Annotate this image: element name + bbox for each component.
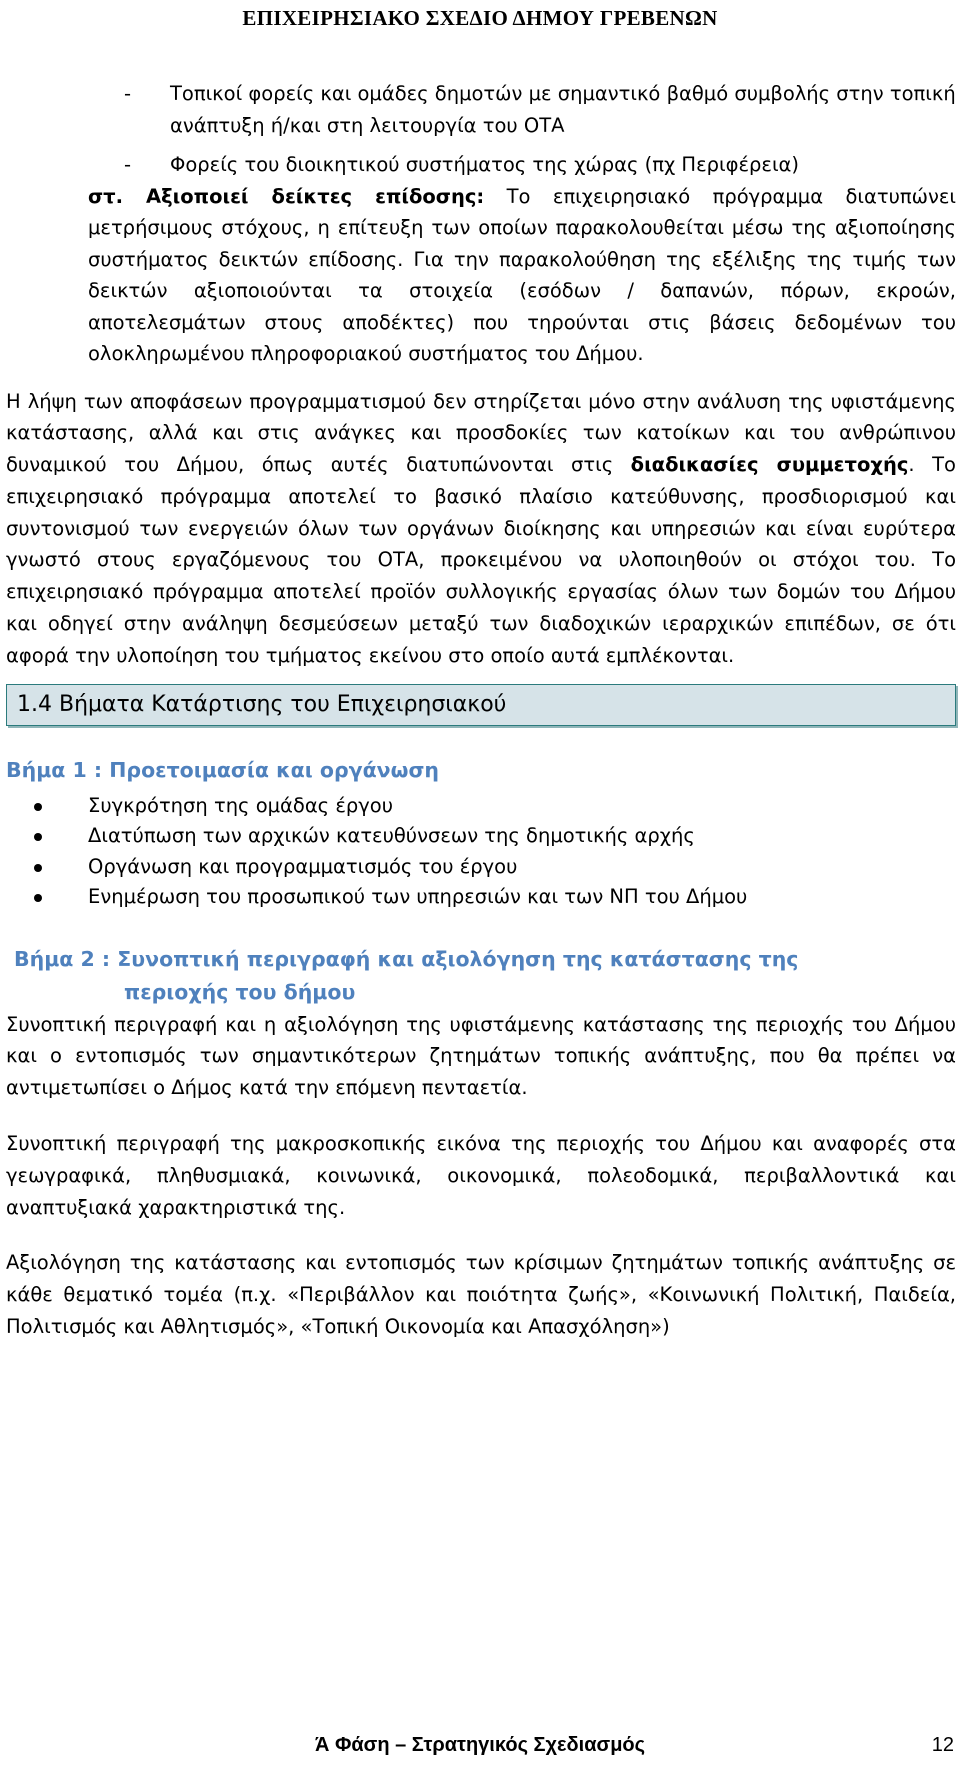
step2-heading-line2: περιοχής του δήμου bbox=[124, 979, 356, 1004]
list-item-text: Συγκρότηση της ομάδας έργου bbox=[88, 793, 393, 817]
step2-paragraph: Αξιολόγηση της κατάστασης και εντοπισμός των κρίσιμων ζητημάτων τοπικής ανάπτυξης σε κάθε θεματικό τομέα (π.χ. «Περιβάλλον και ποιότητα ζωής», «Κοινωνική Πολιτική, Παιδεία, Πολιτισμός και Αθλητισμός», «Τοπική Οικονομία και Απασχόληση») bbox=[6, 1251, 956, 1339]
bullet-icon bbox=[34, 864, 42, 872]
dash-list-item bbox=[124, 78, 956, 141]
page-footer bbox=[0, 1734, 960, 1764]
step2-heading-line1: Βήμα 2 : Συνοπτική περιγραφή και αξιολόγηση της κατάστασης της bbox=[14, 946, 799, 971]
list-item bbox=[6, 791, 956, 822]
dash-list-item bbox=[124, 149, 956, 181]
section-title: 1.4 Βήματα Κατάρτισης του Επιχειρησιακού bbox=[17, 692, 507, 718]
dash-item-text: Τοπικοί φορείς και ομάδες δημοτών με σημαντικό βαθμό συμβολής στην τοπική ανάπτυξη ή/και στη λειτουργία του ΟΤΑ bbox=[170, 82, 956, 137]
paragraph-text-part1: Η λήψη των αποφάσεων προγραμματισμού δεν στηρίζεται μόνο στην ανάλυση της υφιστάμενης κατάστασης, αλλά και στις ανάγκες και προσδοκίες των κατοίκων και του ανθρώπινου δυναμικού του Δήμου, όπως αυτές διατυπώνονται στις bbox=[6, 389, 956, 477]
bullet-icon bbox=[34, 894, 42, 902]
step2-heading bbox=[6, 943, 956, 1009]
list-item-text: Διατύπωση των αρχικών κατευθύνσεων της δημοτικής αρχής bbox=[88, 824, 695, 848]
page-header: ΕΠΙΧΕΙΡΗΣΙΑΚΟ ΣΧΕΔΙΟ ΔΗΜΟΥ ΓΡΕΒΕΝΩΝ bbox=[242, 6, 718, 30]
page-number: 12 bbox=[931, 1734, 954, 1756]
paragraph-text-part2: . Το επιχειρησιακό πρόγραμμα αποτελεί το βασικό πλαίσιο κατεύθυνσης, προσδιορισμού και συντονισμού των ενεργειών όλων των οργάνων διοίκησης και υπηρεσιών και είναι ευρύτερα γνωστό στους εργαζόμενους του ΟΤΑ, προκειμένου να υλοποιηθούν οι στόχοι του. Το επιχειρησιακό πρόγραμμα αποτελεί προϊόν συλλογικής εργασίας όλων των δομών του Δήμου και οδηγεί στην ανάληψη δεσμεύσεων μεταξύ των διαδοχικών ιεραρχικών επιπέδων, σε ότι αφορά την υλοποίηση του τμήματος εκείνου στο οποίο αυτά εμπλέκονται. bbox=[6, 453, 956, 667]
participation-procedures-term: διαδικασίες συμμετοχής bbox=[630, 453, 909, 477]
list-item-text: Οργάνωση και προγραμματισμός του έργου bbox=[88, 854, 518, 878]
list-item bbox=[6, 821, 956, 852]
step1-heading: Βήμα 1 : Προετοιμασία και οργάνωση bbox=[6, 757, 440, 782]
list-item bbox=[6, 852, 956, 883]
step2-paragraph: Συνοπτική περιγραφή και η αξιολόγηση της υφιστάμενης κατάστασης της περιοχής του Δήμου και ο εντοπισμός των σημαντικότερων ζητημάτων τοπικής ανάπτυξης, που θα πρέπει να αντιμετωπίσει ο Δήμος κατά την επόμενη πενταετία. bbox=[6, 1012, 956, 1100]
footer-title: Ά Φάση – Στρατηγικός Σχεδιασμός bbox=[314, 1734, 646, 1756]
item-st-text: Το επιχειρησιακό πρόγραμμα διατυπώνει μετρήσιμους στόχους, η επίτευξη των οποίων παρακολουθείται μέσω της αξιοποίησης συστήματος δεικτών επίδοσης. Για την παρακολούθηση της εξέλιξης της τιμής των δεικτών αξιοποιούνται τα στοιχεία (εσόδων / δαπανών, πόρων, εκροών, αποτελεσμάτων στους αποδέκτες) που τηρούνται στις βάσεις δεδομένων του ολοκληρωμένου πληροφοριακού συστήματος του Δήμου. bbox=[88, 184, 956, 365]
participation-paragraph bbox=[6, 386, 956, 672]
dash-item-text: Φορείς του διοικητικού συστήματος της χώρας (πχ Περιφέρεια) bbox=[170, 153, 799, 176]
list-item-text: Ενημέρωση του προσωπικού των υπηρεσιών και των ΝΠ του Δήμου bbox=[88, 885, 748, 909]
item-st-lead: στ. Αξιοποιεί δείκτες επίδοσης: bbox=[88, 184, 485, 208]
section-heading-bar bbox=[6, 684, 956, 726]
dash-marker: - bbox=[124, 153, 132, 176]
page-content bbox=[6, 78, 956, 1343]
dash-marker: - bbox=[124, 82, 132, 105]
bullet-icon bbox=[34, 803, 42, 811]
item-st-paragraph bbox=[88, 181, 956, 370]
bullet-icon bbox=[34, 833, 42, 841]
step1-bullet-list bbox=[6, 791, 956, 913]
step2-paragraph: Συνοπτική περιγραφή της μακροσκοπικής εικόνα της περιοχής του Δήμου και αναφορές στα γεωγραφικά, πληθυσμιακά, κοινωνικά, οικονομικά, πολεοδομικά, περιβαλλοντικά και αναπτυξιακά χαρακτηριστικά της. bbox=[6, 1132, 956, 1219]
list-item bbox=[6, 882, 956, 913]
